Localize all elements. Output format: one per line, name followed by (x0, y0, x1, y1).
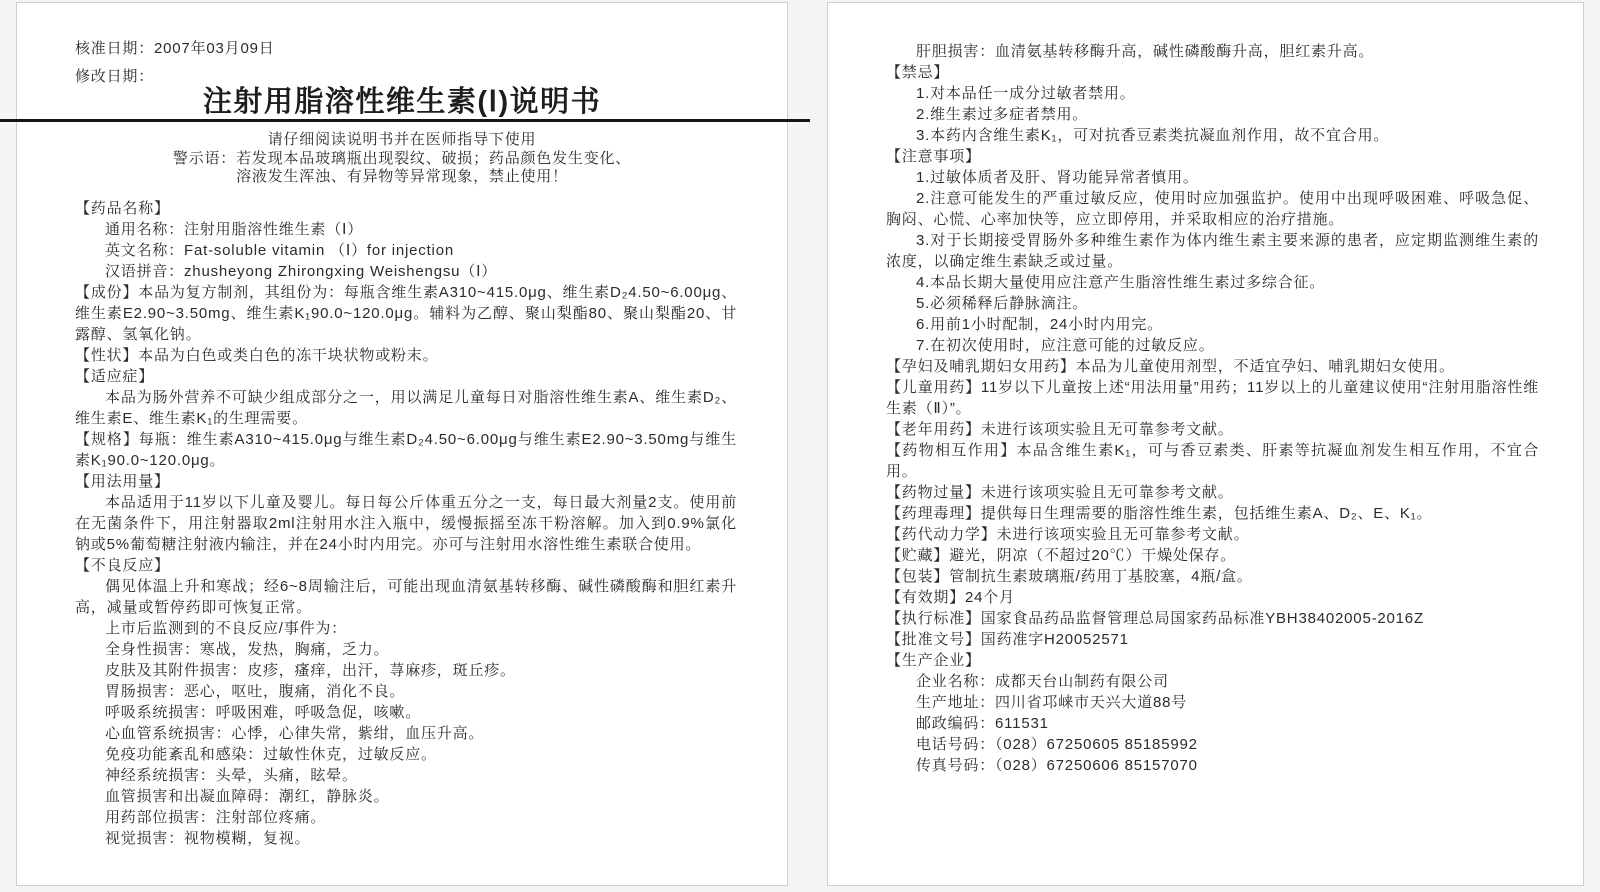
section-heading: 【老年用药】未进行该项实验且无可靠参考文献。 (886, 421, 1234, 438)
paragraph-line: 电话号码：（028）67250605 85185992 (916, 736, 1198, 753)
paragraph-line: 1.对本品任一成分过敏者禁用。 (916, 85, 1136, 102)
paragraph-line: 企业名称：成都天台山制药有限公司 (916, 673, 1169, 690)
section-heading: 【不良反应】 (75, 557, 170, 574)
paragraph-line: 本品适用于11岁以下儿童及婴儿。每日每公斤体重五分之一支，每日最大剂量2支。使用前在无菌条件下，用注射器取2ml注射用水注入瓶中，缓慢振摇至冻干粉溶解。加入到0.9%氯化钠或5%葡萄糖注射液内输注，并在24小时内用完。亦可与注射用水溶性维生素联合使用。 (75, 494, 737, 553)
paragraph-line: 本品为肠外营养不可缺少组成部分之一，用以满足儿童每日对脂溶性维生素A、维生素D₂、维生素E、维生素K₁的生理需要。 (75, 389, 737, 427)
paragraph-line: 神经系统损害：头晕，头痛，眩晕。 (105, 767, 358, 784)
section-heading: 【贮藏】避光，阴凉（不超过20℃）干燥处保存。 (886, 547, 1237, 564)
section-heading: 【禁忌】 (886, 64, 950, 81)
right-page-body (886, 41, 1539, 776)
section-heading: 【规格】每瓶：维生素A310~415.0μg与维生素D₂4.50~6.00μg与维生素E2.90~3.50mg与维生素K₁90.0~120.0μg。 (75, 431, 737, 469)
section-heading: 【药物过量】未进行该项实验且无可靠参考文献。 (886, 484, 1234, 501)
leaflet-page-2 (827, 2, 1584, 886)
paragraph-line: 汉语拼音：zhusheyong Zhirongxing Weishengsu（Ⅰ） (105, 263, 498, 280)
revision-date-line: 修改日期： (75, 68, 155, 85)
section-heading: 【药物相互作用】本品含维生素K₁，可与香豆素类、肝素等抗凝血剂发生相互作用，不宜合用。 (886, 442, 1539, 480)
paragraph-line: 英文名称：Fat-soluble vitamin （Ⅰ）for injection (105, 242, 454, 259)
section-heading: 【药代动力学】未进行该项实验且无可靠参考文献。 (886, 526, 1250, 543)
paragraph-line: 邮政编码：611531 (916, 715, 1049, 732)
paragraph-line: 胃肠损害：恶心，呕吐，腹痛，消化不良。 (105, 683, 406, 700)
section-heading: 【适应症】 (75, 368, 155, 385)
section-heading: 【有效期】24个月 (886, 589, 1015, 606)
paragraph-line: 5.必须稀释后静脉滴注。 (916, 295, 1089, 312)
section-heading: 【用法用量】 (75, 473, 170, 490)
section-heading: 【成份】本品为复方制剂，其组份为：每瓶含维生素A310~415.0μg、维生素D₂4.50~6.00μg、维生素E2.90~3.50mg、维生素K₁90.0~120.0μg。辅料为乙醇、聚山梨酯80、聚山梨酯20、甘露醇、氢氧化钠。 (75, 284, 737, 343)
section-heading: 【包装】管制抗生素玻璃瓶/药用丁基胶塞，4瓶/盒。 (886, 568, 1253, 585)
read-instruction-line: 请仔细阅读说明书并在医师指导下使用 (267, 131, 537, 148)
paragraph-line: 3.本药内含维生素K₁，可对抗香豆素类抗凝血剂作用，故不宜合用。 (916, 127, 1390, 144)
warning-line-2: 溶液发生浑浊、有异物等异常现象，禁止使用！ (236, 168, 568, 185)
section-heading: 【儿童用药】11岁以下儿童按上述“用法用量”用药；11岁以上的儿童建议使用“注射用脂溶性维生素（Ⅱ）”。 (886, 379, 1539, 417)
section-heading: 【生产企业】 (886, 652, 981, 669)
paragraph-line: 皮肤及其附件损害：皮疹，瘙痒，出汗，荨麻疹，斑丘疹。 (105, 662, 516, 679)
page-title: 注射用脂溶性维生素(Ⅰ)说明书 (202, 86, 602, 118)
paragraph-line: 1.过敏体质者及肝、肾功能异常者慎用。 (916, 169, 1199, 186)
approval-date-line: 核准日期：2007年03月09日 (75, 40, 275, 57)
paragraph-line: 通用名称：注射用脂溶性维生素（Ⅰ） (105, 221, 364, 238)
paragraph-line: 上市后监测到的不良反应/事件为： (105, 620, 347, 637)
paragraph-line: 血管损害和出凝血障碍：潮红，静脉炎。 (105, 788, 390, 805)
section-heading: 【注意事项】 (886, 148, 981, 165)
paragraph-line: 心血管系统损害：心悸，心律失常，紫绀，血压升高。 (105, 725, 485, 742)
warning-line-1: 警示语：若发现本品玻璃瓶出现裂纹、破损；药品颜色发生变化、 (172, 149, 632, 167)
section-heading: 【批准文号】国药准字H20052571 (886, 631, 1129, 648)
section-heading: 【药理毒理】提供每日生理需要的脂溶性维生素，包括维生素A、D₂、E、K₁。 (886, 505, 1433, 522)
paragraph-line: 视觉损害：视物模糊，复视。 (105, 830, 311, 847)
section-heading: 【药品名称】 (75, 200, 170, 217)
section-heading: 【性状】本品为白色或类白色的冻干块状物或粉末。 (75, 347, 439, 364)
paragraph-line: 3.对于长期接受胃肠外多种维生素作为体内维生素主要来源的患者，应定期监测维生素的浓度，以确定维生素缺乏或过量。 (886, 232, 1539, 270)
leaflet-page-1 (16, 2, 788, 886)
paragraph-line: 传真号码：（028）67250606 85157070 (916, 757, 1198, 774)
paragraph-line: 2.维生素过多症者禁用。 (916, 106, 1089, 123)
section-heading: 【孕妇及哺乳期妇女用药】本品为儿童使用剂型，不适宜孕妇、哺乳期妇女使用。 (886, 358, 1455, 375)
paragraph-line: 用药部位损害：注射部位疼痛。 (105, 809, 327, 826)
left-page-body (75, 198, 737, 849)
paragraph-line: 4.本品长期大量使用应注意产生脂溶性维生素过多综合征。 (916, 274, 1326, 291)
paragraph-line: 呼吸系统损害：呼吸困难，呼吸急促，咳嗽。 (105, 704, 422, 721)
paragraph-line: 全身性损害：寒战，发热，胸痛，乏力。 (105, 641, 390, 658)
paragraph-line: 生产地址：四川省邛崃市天兴大道88号 (916, 694, 1188, 711)
usage-warning-block (17, 131, 787, 187)
paragraph-line: 7.在初次使用时，应注意可能的过敏反应。 (916, 337, 1215, 354)
paragraph-line: 6.用前1小时配制，24小时内用完。 (916, 316, 1163, 333)
section-heading: 【执行标准】国家食品药品监督管理总局国家药品标准YBH38402005-2016Z (886, 610, 1424, 627)
paragraph-line: 2.注意可能发生的严重过敏反应，使用时应加强监护。使用中出现呼吸困难、呼吸急促、胸闷、心慌、心率加快等，应立即停用，并采取相应的治疗措施。 (886, 190, 1539, 228)
title-divider-rule (0, 119, 810, 122)
paragraph-line: 肝胆损害：血清氨基转移酶升高，碱性磷酸酶升高，胆红素升高。 (916, 43, 1375, 60)
paragraph-line: 免疫功能紊乱和感染：过敏性休克，过敏反应。 (105, 746, 437, 763)
paragraph-line: 偶见体温上升和寒战；经6~8周输注后，可能出现血清氨基转移酶、碱性磷酸酶和胆红素升高，减量或暂停药即可恢复正常。 (75, 578, 737, 616)
